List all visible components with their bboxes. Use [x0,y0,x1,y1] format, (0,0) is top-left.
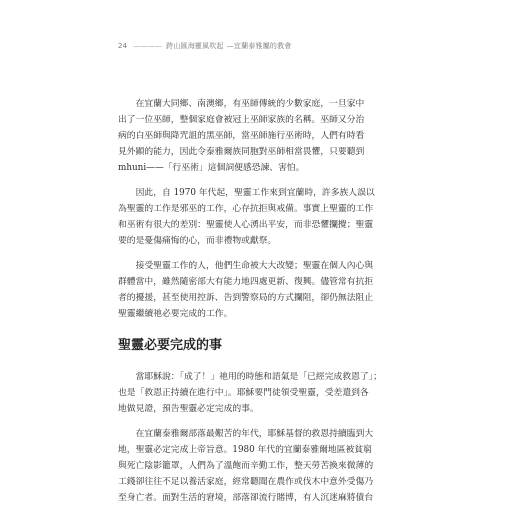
paragraph [118,369,404,417]
text-line: 要的是憂傷痛悔的心，而非禮物或獻祭。 [118,236,277,246]
paragraph [118,185,404,249]
paragraph [118,258,404,322]
paragraph [118,96,404,176]
text-line: 因此，自 1970 年代起，聖靈工作來到宜蘭時，許多族人誤以 [135,188,375,198]
text-line: 與死亡陰影籠罩，人們為了溫飽而辛勤工作，整天勞苦換來微薄的 [118,461,374,471]
text-line: 地，聖靈必定完成上帝旨意。1980 年代的宜蘭泰雅爾地區被貧窮 [118,445,372,455]
text-line: 病的白巫師與降咒詛的黑巫師，當巫師施行巫術時，人們有時看 [118,131,365,141]
section-heading: 聖靈必要完成的事 [118,338,223,353]
text-line: 至身亡者。面對生活的窘境，部落卻流行賭博，有人沉迷麻將債台 [118,493,374,503]
text-line: 者的擾援，甚至使用控訴、告到警察局的方式攔阻，卻仍無法阻止 [118,293,374,303]
section-intro [118,96,404,322]
text-line: 在宜蘭大同鄉、南澳鄉，有巫師傳統的少數家庭，一旦家中 [135,99,365,109]
paragraph [118,426,404,506]
text-line: 聖靈繼續祂必要完成的工作。 [118,309,233,319]
header-rule: ———— [133,42,163,50]
body-text [118,96,404,515]
running-header [118,41,480,51]
text-line: 工錢卻往往不足以養活家庭，經常聽聞在農作或伐木中意外受傷乃 [118,477,374,487]
text-line: 見外顯的能力，因此令泰雅爾族同胞對巫師相當畏懼，只要聽到 [118,147,365,157]
text-line: 出了一位巫師，整個家庭會被冠上巫師家族的名稱。巫師又分治 [118,115,365,125]
book-subtitle: —宜蘭泰雅屬的教會 [226,42,292,50]
text-line: 群體當中，雖然隨密部大有能力地四處更新、復興。儘管常有抗拒 [118,277,374,287]
text-line: 地做見證，預告聖靈必定完成的事。 [118,404,259,414]
text-line: 接受聖靈工作的人，他們生命被大大改變；聖靈在個人內心與 [135,261,374,271]
text-line: 和巫術有很大的差別：聖靈使人心湧出平安，而非恐懼攔攪；聖靈 [118,220,374,230]
text-line: 為聖靈的工作是邪巫的工作，心存抗拒與戒備。事實上聖靈的工作 [118,204,374,214]
text-line: mhuni——「行巫術」這個詞便感恐諫、害怕。 [118,163,305,173]
text-line: 也是「救恩正持續在進行中」。耶穌要門徒領受聖靈，受差遣到各 [118,388,369,398]
text-line: 當耶穌說：「成了！」祂用的時態和語氣是「已經完成救恩了」； [135,372,382,382]
book-title: 跨山匯海靈風吹起 [166,42,224,50]
page-number: 24 [118,42,128,50]
text-line: 在宜蘭泰雅爾部落最艱苦的年代，耶穌基督的救恩持續臨到大 [135,429,374,439]
section-holy-spirit [118,336,404,506]
